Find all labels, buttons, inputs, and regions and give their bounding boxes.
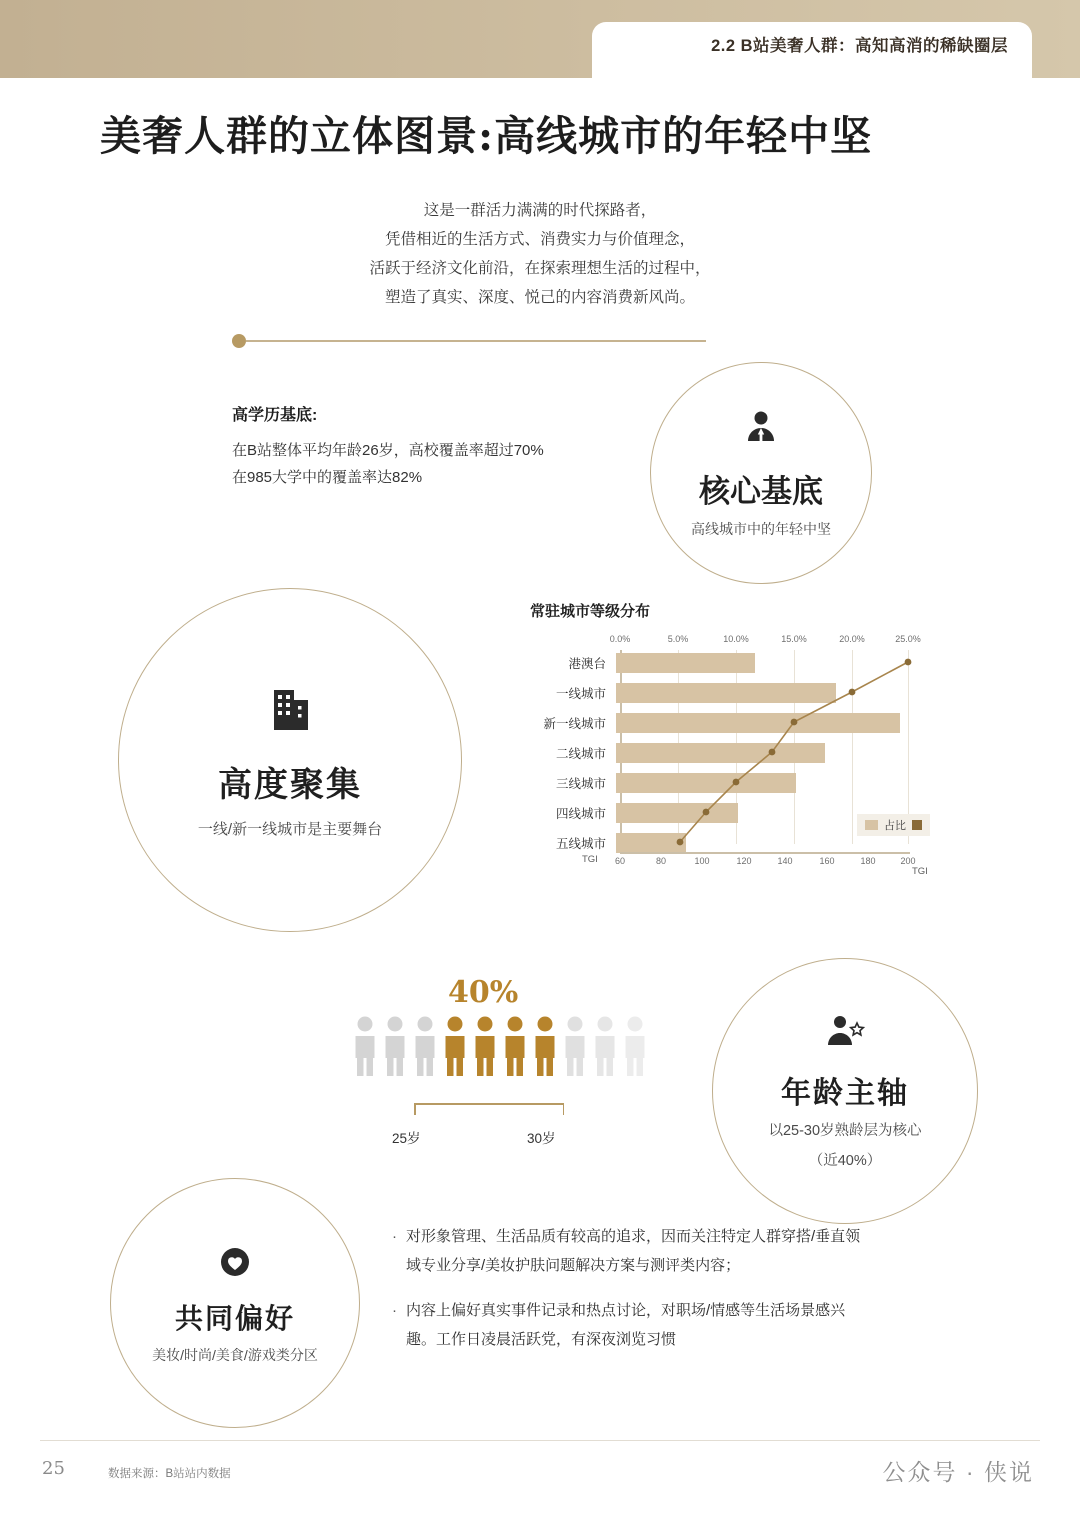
person-figure-icon [562, 1015, 588, 1077]
person-figure-highlighted-icon [472, 1015, 498, 1077]
data-source-note: 数据来源：B站站内数据 [108, 1468, 231, 1480]
circle-age-title: 年龄主轴 [781, 1075, 909, 1111]
chart-x-axis-ticks [609, 634, 921, 646]
age-label-end: 30岁 [527, 1131, 556, 1146]
circle-age [712, 958, 978, 1224]
heart-circle-icon [215, 1242, 255, 1287]
person-figure-icon [592, 1015, 618, 1077]
pictogram-percent: 40% [448, 975, 519, 1010]
circle-core-subtitle: 高线城市中的年轻中坚 [691, 521, 831, 537]
chart-legend [857, 814, 930, 836]
chart-category-label: 新一线城市 [543, 717, 606, 731]
chart-tgi-tick: 160 [819, 856, 835, 866]
chart-xtick: 25.0% [895, 634, 921, 644]
chart-tgi-tick: 180 [860, 856, 876, 866]
bullet-text: 对形象管理、生活品质有较高的追求，因而关注特定人群穿搭/垂直领域专业分享/美妆护肤问题解决方案与测评类内容； [406, 1228, 861, 1274]
bullet-text: 内容上偏好真实事件记录和热点讨论，对职场/情感等生活场景感兴趣。工作日凌晨活跃党，有深夜浏览习惯 [406, 1302, 846, 1348]
building-icon [260, 682, 320, 741]
circle-age-subtitle-1: 以25-30岁熟龄层为核心 [768, 1122, 922, 1139]
circle-core-title: 核心基底 [699, 474, 823, 510]
person-figure-highlighted-icon [502, 1015, 528, 1077]
person-figure-icon [622, 1015, 648, 1077]
chart-tgi-tick: 60 [614, 856, 626, 866]
circle-age-subtitle-2: （近40%） [808, 1152, 882, 1169]
page-title: 美奢人群的立体图景:高线城市的年轻中坚 [100, 112, 873, 160]
chart-tgi-axis [620, 852, 910, 854]
person-figure-highlighted-icon [532, 1015, 558, 1077]
bullet-dot-icon: · [392, 1228, 397, 1245]
chart-xtick: 20.0% [839, 634, 865, 644]
circle-core-base [650, 362, 872, 584]
legend-swatch-tgi [912, 820, 922, 830]
chart-tgi-tick: 140 [777, 856, 793, 866]
chart-tgi-axis-label-left: TGI [582, 854, 598, 865]
circle-preference [110, 1178, 360, 1428]
circle-cluster-subtitle: 一线/新一线城市是主要舞台 [197, 820, 383, 838]
person-figure-highlighted-icon [442, 1015, 468, 1077]
watermark: 公众号 · 侠说 [882, 1459, 1034, 1485]
header-tab-label: 2.2 B站美奢人群：高知高消的稀缺圈层 [711, 37, 1008, 55]
circle-preference-title: 共同偏好 [174, 1301, 295, 1335]
education-heading: 高学历基底: [232, 407, 318, 424]
person-badge-icon [739, 407, 783, 456]
circle-preference-subtitle: 美妆/时尚/美食/游戏类分区 [152, 1346, 318, 1363]
timeline-dot [232, 334, 246, 348]
chart-category-label: 四线城市 [555, 807, 606, 821]
chart-title: 常驻城市等级分布 [530, 603, 651, 620]
preference-bullets [392, 1222, 862, 1370]
chart-category-label: 港澳台 [568, 657, 606, 671]
page-number: 25 [42, 1458, 65, 1479]
chart-xtick: 0.0% [609, 634, 631, 644]
chart-tgi-tick: 100 [694, 856, 710, 866]
chart-tgi-tick: 120 [736, 856, 752, 866]
chart-xtick: 15.0% [781, 634, 807, 644]
legend-label-share: 占比 [884, 820, 906, 832]
person-figure-icon [412, 1015, 438, 1077]
intro-line: 活跃于经济文化前沿，在探索理想生活的过程中， [369, 260, 711, 277]
intro-line: 这是一群活力满满的时代探路者， [423, 202, 657, 219]
intro-line: 凭借相近的生活方式、消费实力与价值理念， [384, 231, 695, 248]
person-star-icon [821, 1011, 869, 1060]
chart-category-label: 二线城市 [555, 747, 606, 761]
circle-cluster [118, 588, 462, 932]
bullet-item [392, 1222, 862, 1280]
intro-paragraph [0, 196, 1080, 312]
pictogram-figures [352, 1015, 648, 1077]
chart-tgi-tick: 200 [900, 856, 916, 866]
bullet-item [392, 1296, 862, 1354]
chart-category-label: 一线城市 [555, 687, 606, 701]
chart-category-label: 五线城市 [555, 837, 606, 851]
person-figure-icon [352, 1015, 378, 1077]
age-range-brace [414, 1103, 564, 1117]
chart-tgi-ticks [614, 856, 916, 870]
intro-line: 塑造了真实、深度、悦己的内容消费新风尚。 [384, 289, 695, 306]
city-tier-chart [530, 600, 940, 910]
footer-divider [40, 1440, 1040, 1441]
education-line-1: 在B站整体平均年龄26岁，高校覆盖率超过70% [232, 442, 544, 459]
chart-xtick: 5.0% [667, 634, 689, 644]
bullet-dot-icon: · [392, 1302, 397, 1319]
age-label-start: 25岁 [392, 1131, 421, 1146]
timeline-line [246, 340, 706, 342]
circle-cluster-title: 高度聚集 [218, 764, 362, 805]
chart-tgi-axis-label-right: TGI [912, 866, 928, 877]
age-pictogram [352, 975, 662, 1165]
education-block [232, 402, 632, 491]
legend-swatch-share [865, 820, 878, 830]
chart-category-label: 三线城市 [555, 777, 606, 791]
chart-tgi-tick: 80 [655, 856, 667, 866]
chart-xtick: 10.0% [723, 634, 749, 644]
person-figure-icon [382, 1015, 408, 1077]
education-line-2: 在985大学中的覆盖率达82% [232, 469, 423, 486]
